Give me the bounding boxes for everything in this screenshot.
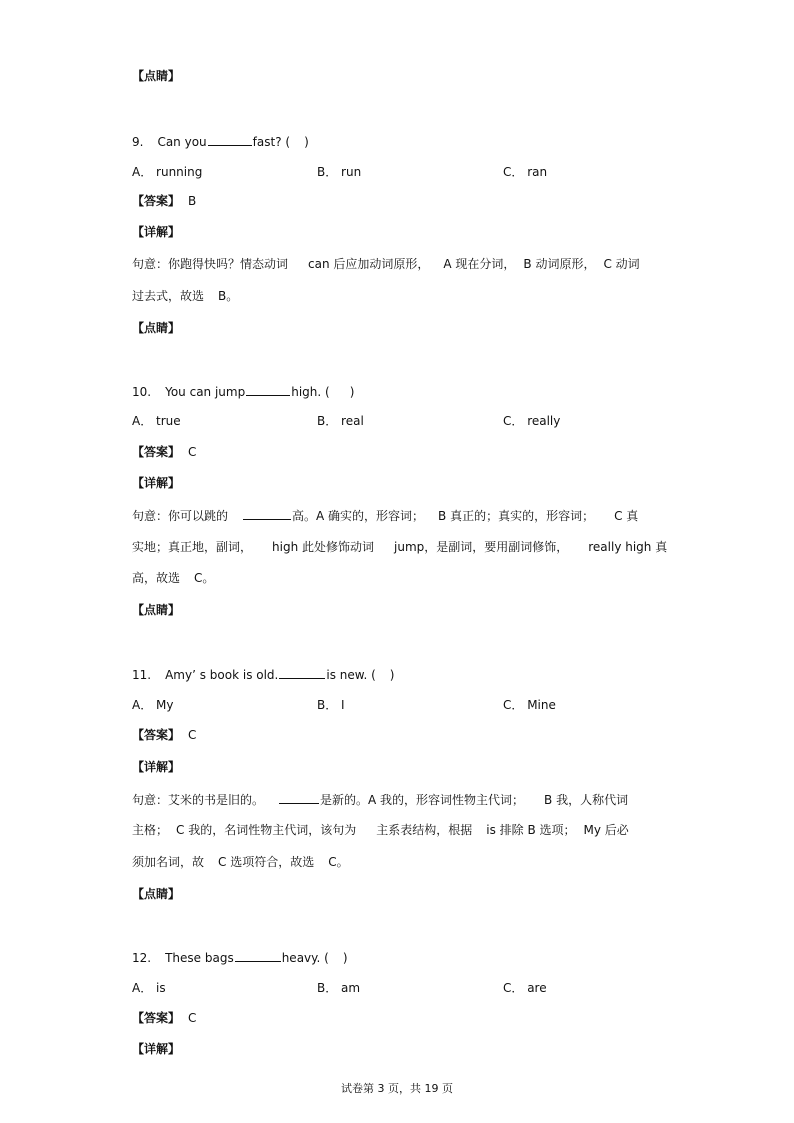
answer-value: C [188, 728, 197, 742]
answer-value: B [188, 194, 197, 208]
q11-explanation-line-1 [132, 791, 628, 808]
stem-text: ) [342, 951, 348, 965]
q12-answer-line [132, 1010, 196, 1026]
explanation-text: A 现在分词， [443, 257, 516, 271]
q9-dianjing-label: 【点睛】 [132, 321, 181, 335]
stem-text: Can you [157, 135, 207, 149]
explanation-text: C 我的，名词性物主代词，该句为 [176, 823, 357, 837]
dianjing-label: 【点睛】 [132, 69, 181, 83]
stem-text: heavy. ( [281, 951, 329, 965]
stem-text: is new. ( [326, 668, 376, 682]
explanation-text: C 动词 [603, 257, 640, 271]
explanation-text: 句意：艾米的书是旧的。 [132, 793, 265, 807]
q9-option-c: C． ran [503, 165, 548, 179]
page-footer: 试卷第 3 页，共 19 页 [341, 1082, 453, 1095]
q12-option-b: B． am [317, 981, 361, 995]
question-12-stem [132, 949, 348, 966]
explanation-text: really high 真 [588, 540, 668, 554]
q11-detail-label: 【详解】 [132, 760, 181, 774]
explanation-text: is 排除 B 选项； [486, 823, 576, 837]
answer-blank [279, 791, 319, 804]
q10-explanation-line-2 [132, 539, 667, 555]
q11-answer-line [132, 727, 196, 743]
explanation-text: 高，故选 [132, 571, 181, 585]
explanation-text: can 后应加动词原形， [308, 257, 430, 271]
q10-option-a: A． true [132, 414, 181, 428]
explanation-text: 实地；真正地，副词， [132, 540, 253, 554]
stem-text: You can jump [165, 385, 246, 399]
explanation-text: B 真正的；真实的，形容词； [438, 509, 595, 523]
answer-label: 【答案】 [132, 1011, 181, 1025]
explanation-text: C 选项符合，故选 [218, 855, 315, 869]
explanation-text: 句意：你可以跳的 [132, 509, 229, 523]
explanation-text: 高。A 确实的，形容词； [292, 509, 425, 523]
question-number: 11. [132, 668, 152, 682]
q11-option-c: C． Mine [503, 698, 556, 712]
answer-label: 【答案】 [132, 445, 181, 459]
q11-option-a: A． My [132, 698, 174, 712]
explanation-text: jump，是副词，要用副词修饰， [394, 540, 569, 554]
answer-label: 【答案】 [132, 728, 181, 742]
answer-blank [279, 666, 325, 679]
answer-value: C [188, 445, 197, 459]
question-9-stem [132, 133, 309, 150]
q11-explanation-line-2 [132, 822, 629, 838]
q10-dianjing-label: 【点睛】 [132, 603, 181, 617]
explanation-text: C 真 [614, 509, 639, 523]
explanation-text: 句意：你跑得快吗？情态动词 [132, 257, 289, 271]
q10-answer-line [132, 444, 196, 460]
stem-text: Amy’ s book is old. [165, 668, 279, 682]
q11-explanation-line-3 [132, 854, 349, 870]
answer-blank [208, 133, 252, 146]
explanation-text: 主系表结构，根据 [376, 823, 473, 837]
q12-option-a: A． is [132, 981, 166, 995]
stem-text: These bags [165, 951, 234, 965]
question-11-stem [132, 666, 394, 683]
stem-text: ) [389, 668, 395, 682]
q10-option-c: C． really [503, 414, 561, 428]
question-number: 9. [132, 135, 144, 149]
stem-text: fast? ( [252, 135, 291, 149]
answer-value: C [188, 1011, 197, 1025]
q10-option-b: B． real [317, 414, 364, 428]
question-number: 12. [132, 951, 152, 965]
answer-blank [246, 383, 290, 396]
explanation-text: 是新的。A 我的，形容词性物主代词； [320, 793, 525, 807]
q12-option-c: C． are [503, 981, 547, 995]
question-number: 10. [132, 385, 152, 399]
q9-detail-label: 【详解】 [132, 225, 181, 239]
question-10-stem [132, 383, 354, 400]
stem-text: ) [349, 385, 355, 399]
explanation-text: C。 [328, 855, 349, 869]
q9-explanation-line-1 [132, 256, 640, 272]
q10-detail-label: 【详解】 [132, 476, 181, 490]
explanation-text: high 此处修饰动词 [272, 540, 374, 554]
explanation-text: C。 [194, 571, 215, 585]
answer-blank [243, 507, 291, 520]
explanation-text: B 我，人称代词 [544, 793, 629, 807]
q10-explanation-line-3 [132, 570, 214, 586]
stem-text: ) [304, 135, 309, 149]
q9-option-b: B． run [317, 165, 362, 179]
q9-option-a: A． running [132, 165, 203, 179]
explanation-text: 主格； [132, 823, 169, 837]
explanation-text: 须加名词，故 [132, 855, 205, 869]
q11-dianjing-label: 【点睛】 [132, 887, 181, 901]
answer-label: 【答案】 [132, 194, 181, 208]
stem-text: high. ( [291, 385, 330, 399]
q11-option-b: B． I [317, 698, 345, 712]
explanation-text: B 动词原形， [523, 257, 596, 271]
explanation-text: 过去式，故选 [132, 289, 205, 303]
q10-explanation-line-1 [132, 507, 638, 524]
q9-answer-line [132, 193, 196, 209]
q9-explanation-line-2 [132, 288, 238, 304]
answer-blank [235, 949, 281, 962]
q12-detail-label: 【详解】 [132, 1042, 181, 1056]
explanation-text: B。 [218, 289, 239, 303]
explanation-text: My 后必 [583, 823, 629, 837]
